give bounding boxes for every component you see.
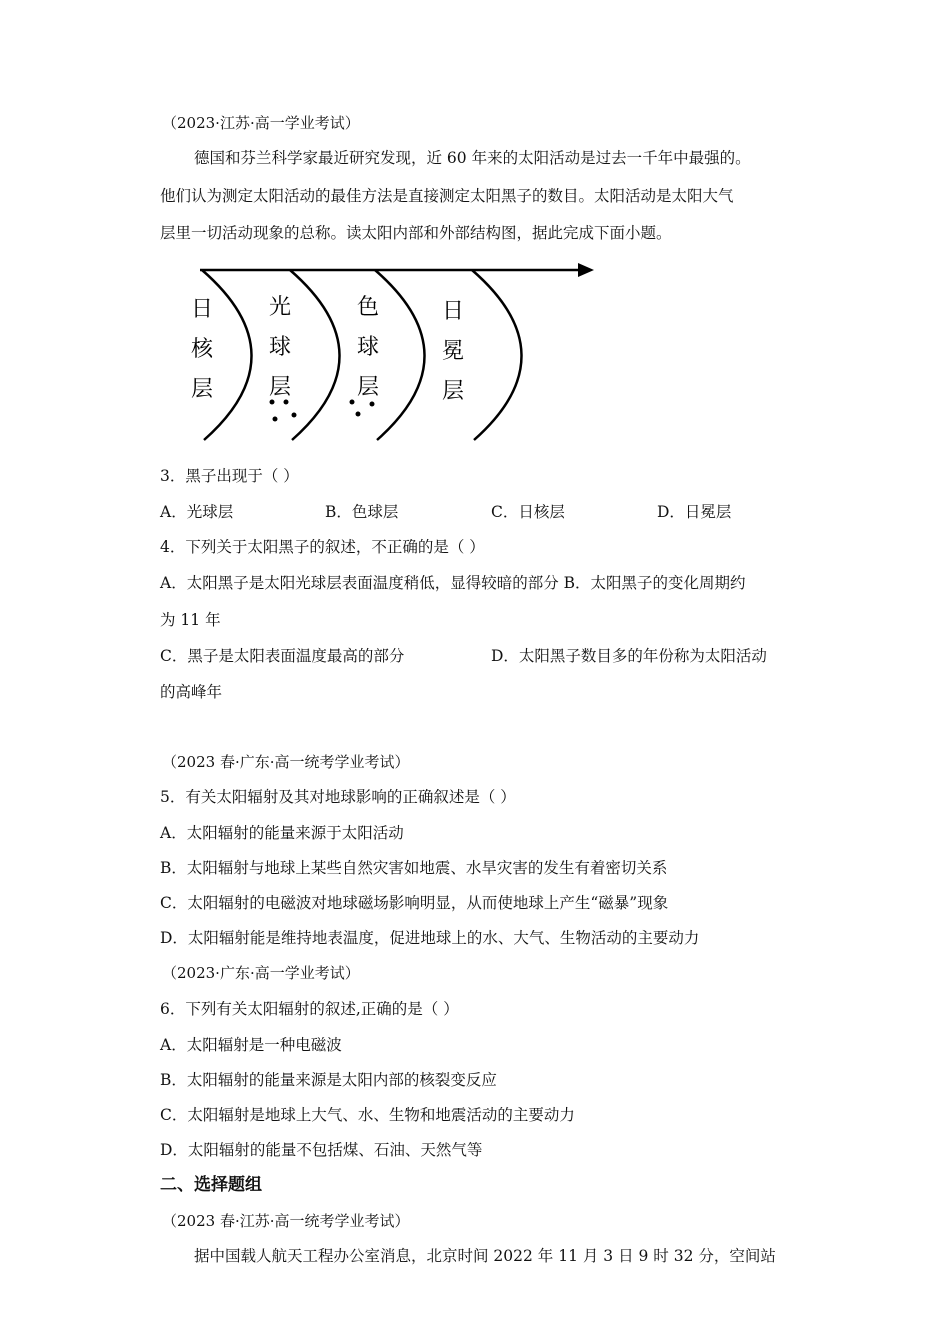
sunspot-dots — [270, 400, 375, 422]
q4-option-d: D．太阳黑子数目多的年份称为太阳活动 — [491, 647, 767, 665]
corona-label-1: 日 — [441, 299, 465, 324]
section-2-source: （2023 春·江苏·高一统考学业考试） — [162, 1212, 410, 1230]
q5-option-a: A．太阳辐射的能量来源于太阳活动 — [160, 824, 404, 842]
sunspot-dot — [284, 400, 289, 405]
q4-option-d-cont: 的高峰年 — [160, 683, 223, 701]
q5-option-c: C．太阳辐射的电磁波对地球磁场影响明显，从而使地球上产生“磁暴”现象 — [160, 894, 669, 912]
corona-label-2: 冕 — [441, 339, 465, 364]
q3-option-b: B．色球层 — [325, 503, 399, 521]
chromosphere-label-2: 球 — [356, 335, 380, 360]
q5-option-d: D．太阳辐射能是维持地表温度，促进地球上的水、大气、生物活动的主要动力 — [160, 929, 700, 947]
layer-boundary-4 — [472, 270, 522, 440]
q5-source: （2023 春·广东·高一统考学业考试） — [162, 753, 410, 771]
q5-stem: 5．有关太阳辐射及其对地球影响的正确叙述是（ ） — [160, 788, 516, 806]
sunspot-dot — [292, 413, 297, 418]
core-label-2: 核 — [190, 337, 214, 362]
q3-option-d: D．日冕层 — [657, 503, 732, 521]
q6-option-d: D．太阳辐射的能量不包括煤、石油、天然气等 — [160, 1141, 483, 1159]
q6-option-c: C．太阳辐射是地球上大气、水、生物和地震活动的主要动力 — [160, 1106, 575, 1124]
passage-line-1: 德国和芬兰科学家最近研究发现，近 60 年来的太阳活动是过去一千年中最强的。 — [194, 149, 751, 167]
corona-label-3: 层 — [441, 379, 465, 404]
chromosphere-label-3: 层 — [356, 375, 380, 400]
q4-stem: 4．下列关于太阳黑子的叙述，不正确的是（ ） — [160, 538, 485, 556]
sunspot-dot — [270, 400, 275, 405]
q6-source: （2023·广东·高一学业考试） — [162, 964, 360, 982]
section-2-passage: 据中国载人航天工程办公室消息，北京时间 2022 年 11 月 3 日 9 时 32 分，空间站 — [194, 1247, 776, 1265]
photosphere-label-1: 光 — [268, 295, 292, 320]
sunspot-dot — [356, 412, 361, 417]
layer-boundary-2 — [290, 270, 340, 440]
q6-stem: 6．下列有关太阳辐射的叙述,正确的是（ ） — [160, 1000, 459, 1018]
core-label-3: 层 — [190, 377, 214, 402]
photosphere-label-2: 球 — [268, 335, 292, 360]
q4-option-c: C．黑子是太阳表面温度最高的部分 — [160, 647, 405, 665]
q3-option-a: A．光球层 — [160, 503, 234, 521]
q5-option-b: B．太阳辐射与地球上某些自然灾害如地震、水旱灾害的发生有着密切关系 — [160, 859, 668, 877]
q6-option-b: B．太阳辐射的能量来源是太阳内部的核裂变反应 — [160, 1071, 497, 1089]
q3-option-c: C．日核层 — [491, 503, 565, 521]
passage-line-2: 他们认为测定太阳活动的最佳方法是直接测定太阳黑子的数目。太阳活动是太阳大气 — [160, 187, 734, 205]
q6-option-a: A．太阳辐射是一种电磁波 — [160, 1036, 342, 1054]
core-label-1: 日 — [190, 297, 214, 322]
q4-option-ab: A．太阳黑子是太阳光球层表面温度稍低，显得较暗的部分 B．太阳黑子的变化周期约 — [160, 574, 746, 592]
chromosphere-label-1: 色 — [356, 295, 380, 320]
sunspot-dot — [350, 400, 355, 405]
section-2-heading: 二、选择题组 — [160, 1175, 262, 1195]
passage-line-3: 层里一切活动现象的总称。读太阳内部和外部结构图，据此完成下面小题。 — [160, 224, 672, 242]
diagram-arrow-head — [578, 263, 594, 277]
q4-option-b-cont: 为 11 年 — [160, 611, 221, 629]
sunspot-dot — [273, 417, 278, 422]
sun-structure-diagram — [0, 0, 950, 460]
q3-stem: 3．黑子出现于（ ） — [160, 467, 299, 485]
q3-4-source: （2023·江苏·高一学业考试） — [162, 114, 360, 132]
layer-boundary-3 — [375, 270, 425, 440]
sunspot-dot — [370, 402, 375, 407]
photosphere-label-3: 层 — [268, 375, 292, 400]
